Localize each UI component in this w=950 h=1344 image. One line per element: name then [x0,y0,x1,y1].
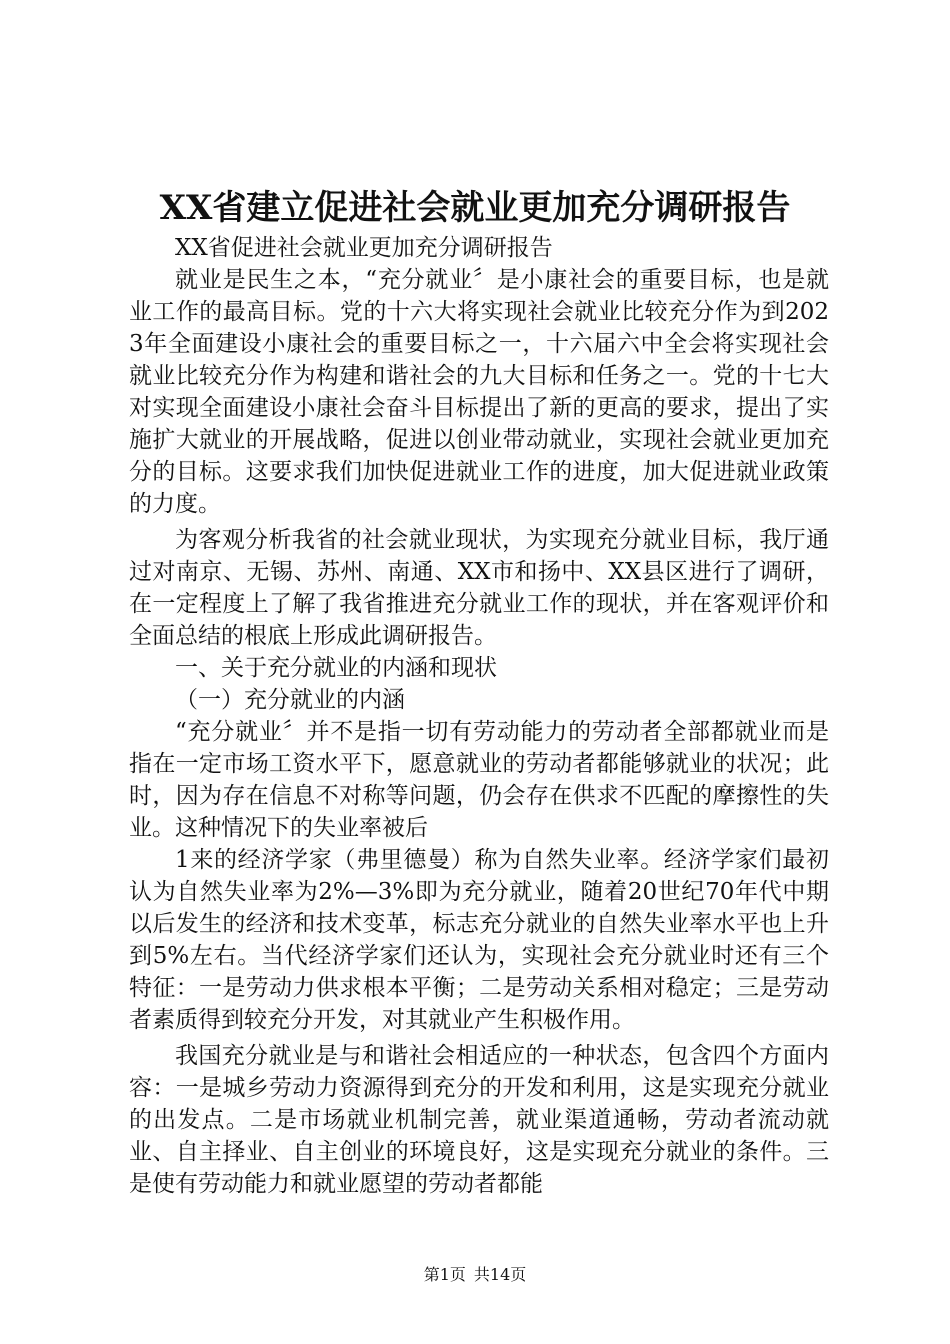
paragraph-four-aspects: 我国充分就业是与和谐社会相适应的一种状态，包含四个方面内容：一是城乡劳动力资源得到充分的开发和利用，这是实现充分就业的出发点。二是市场就业机制完善，就业渠道通畅，劳动者流动就业、自主择业、自主创业的环境良好，这是实现充分就业的条件。三是使有劳动能力和就业愿望的劳动者都能 [129,1043,829,1197]
document-body [129,232,829,1200]
page-total: 共14页 [473,1265,527,1284]
paragraph-intro: 就业是民生之本，“充分就业〞是小康社会的重要目标，也是就业工作的最高目标。党的十六大将实现社会就业比较充分作为到2023年全面建设小康社会的重要目标之一，十六届六中全会将实现社会就业比较充分作为构建和谐社会的九大目标和任务之一。党的十七大对实现全面建设小康社会奋斗目标提出了新的更高的要求，提出了实施扩大就业的开展战略，促进以创业带动就业，实现社会就业更加充分的目标。这要求我们加快促进就业工作的进度，加大促进就业政策的力度。 [129,267,829,517]
subsection-heading-1: （一）充分就业的内涵 [175,687,405,713]
section-heading-1: 一、关于充分就业的内涵和现状 [175,655,497,681]
page-number: 第1页 [423,1265,466,1284]
paragraph-definition: “充分就业〞并不是指一切有劳动能力的劳动者全部都就业而是指在一定市场工资水平下，愿意就业的劳动者都能够就业的状况；此时，因为存在信息不对称等问题，仍会存在供求不匹配的摩擦性的失业。这种情况下的失业率被后 [129,719,829,841]
paragraph-survey: 为客观分析我省的社会就业现状，为实现充分就业目标，我厅通过对南京、无锡、苏州、南通、XX市和扬中、XX县区进行了调研，在一定程度上了解了我省推进充分就业工作的现状，并在客观评价和全面总结的根底上形成此调研报告。 [129,527,829,649]
paragraph-subtitle: XX省促进社会就业更加充分调研报告 [175,235,553,261]
document-title: XX省建立促进社会就业更加充分调研报告 [159,188,791,228]
page-footer [0,1264,950,1286]
paragraph-natural-rate: 1来的经济学家（弗里德曼）称为自然失业率。经济学家们最初认为自然失业率为2%—3%即为充分就业，随着20世纪70年代中期以后发生的经济和技术变革，标志充分就业的自然失业率水平也上升到5%左右。当代经济学家们还认为，实现社会充分就业时还有三个特征：一是劳动力供求根本平衡；二是劳动关系相对稳定；三是劳动者素质得到较充分开发，对其就业产生积极作用。 [129,847,829,1033]
